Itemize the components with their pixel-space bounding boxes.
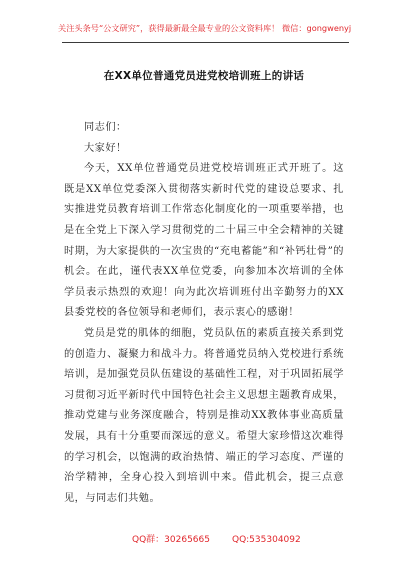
salutation: 同志们： bbox=[84, 122, 127, 133]
greeting: 大家好！ bbox=[84, 142, 127, 154]
document-body bbox=[64, 118, 344, 509]
footer-contact bbox=[132, 532, 301, 545]
paragraph-significance: 党员是党的肌体的细胞，党员队伍的素质直接关系到党的创造力、凝聚力和战斗力。将普通党员纳入党校进行系统培训，是加强党员队伍建设的基础性工程，对于巩固拓展学习贯彻习近平新时代中国特色社会主义思想主题教育成果，推动党建与业务深度融合，特别是推动XX教体事业高质量发展，具有十分重要而深远的意义。希望大家珍惜这次难得的学习机会，以饱满的政治热情、端正的学习态度、严谨的治学精神，全身心投入到培训中来。借此机会，提三点意见，与同志们共勉。 bbox=[64, 327, 344, 504]
header-divider bbox=[62, 42, 349, 43]
paragraph-opening: 今天，XX单位普通党员进党校培训班正式开班了。这既是XX单位党委深入贯彻落实新时代党的建设总要求、扎实推进党员教育培训工作常态化制度化的一项重要举措，也是在全党上下深入学习贯彻党的二十届三中全会精神的关键时期，为大家提供的一次宝贵的“充电蓄能”和“补钙壮骨”的机会。在此，谨代表XX单位党委，向参加本次培训的全体学员表示热烈的欢迎！向为此次培训班付出辛勤努力的XX县委党校的各位领导和老师们，表示衷心的感谢！ bbox=[64, 163, 344, 319]
footer-qq-group: QQ群：30265665 bbox=[132, 535, 210, 545]
footer-qq-number: QQ:535304092 bbox=[231, 535, 301, 545]
document-title: 在XX单位普通党员进党校培训班上的讲话 bbox=[103, 70, 305, 82]
header-banner: 关注头条号“公文研究”，获得最新最全最专业的公文资料库！ 微信：gongwenyj bbox=[58, 23, 352, 33]
